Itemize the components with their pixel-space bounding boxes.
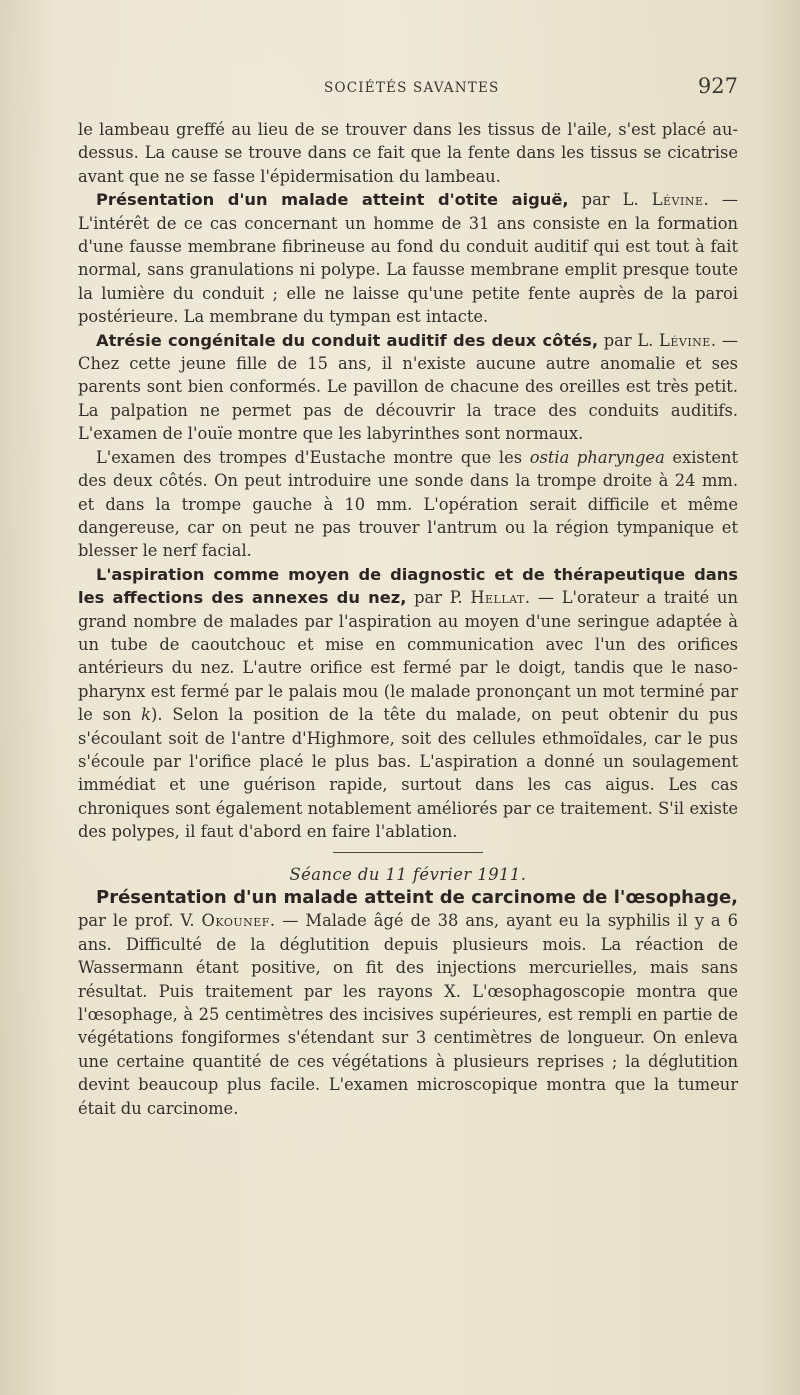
page-header bbox=[78, 76, 738, 100]
section-heading-otitis: Présentation d'un malade atteint d'otite aiguë, bbox=[96, 190, 569, 210]
section-heading-atresia: Atrésie congénitale du conduit auditif des deux côtés, bbox=[96, 330, 599, 350]
paragraph-otitis: Présentation d'un malade atteint d'otite aiguë, par L. Lévine. — L'intérêt de ce cas concernant un homme de 31 ans consiste en la formation d'une fausse membrane fibrineuse au fond du conduit auditif qui est tout à fait normal, sans granulations ni polype. La fausse membrane emplit presque toute la lumière du conduit ; elle ne laisse qu'une petite fente auprès de la paroi postérieure. La membrane du tympan est intacte. bbox=[78, 190, 738, 327]
paragraph-flap-graft: le lambeau greffé au lieu de se trouver dans les tissus de l'aile, s'est placé au-dessus. La cause se trouve dans ce fait que la fente dans les tissus se cicatrise avant que ne se fasse l'épidermisation du lambeau. bbox=[78, 120, 738, 186]
running-title: SOCIÉTÉS SAVANTES bbox=[324, 80, 500, 96]
section-heading-carcinoma: Présentation d'un malade atteint de carcinome de l'œsophage, bbox=[96, 887, 738, 908]
italic-term: ostia pharyngea bbox=[529, 447, 665, 467]
article-body bbox=[78, 118, 738, 1120]
author-name: Hellat bbox=[470, 588, 525, 608]
paragraph-carcinoma: Présentation d'un malade atteint de carcinome de l'œsophage, par le prof. V. Okounef. — Malade âgé de 38 ans, ayant eu la syphilis il y a 6 ans. Difficulté de la déglutition depuis plusieurs mois. La réaction de Wassermann étant positive, on fit des injections mercurielles, mais sans résultat. Puis traitement par les rayons X. L'œsophagoscopie montra que l'œsophage, à 25 centimètres des incisives supérieures, est rempli en partie de végétations fongiformes s'étendant sur 3 centimètres de longueur. On enleva une certaine quantité de ces végétations à plusieurs reprises ; la déglutition devint beaucoup plus facile. L'examen microscopique montra que la tumeur était du carcinome. bbox=[78, 887, 738, 1118]
author-name: Lévine bbox=[659, 330, 711, 350]
paragraph-aspiration: L'aspiration comme moyen de diagnostic et de thérapeutique dans les affections des annexes du nez, par P. Hellat. — L'orateur a traité un grand nombre de malades par l'aspiration au moyen d'une seringue adaptée à un tube de caoutchouc et mise en communication avec l'un des orifices antérieurs du nez. L'autre orifice est fermé par le doigt, tandis que le naso-pharynx est fermé par le palais mou (le malade prononçant un mot terminé par le son k). Selon la position de la tête du malade, on peut obtenir du pus s'écoulant soit de l'antre d'Highmore, soit des cellules ethmoïdales, car le pus s'écoule par l'orifice placé le plus bas. L'aspiration a donné un soulagement immédiat et une guérison rapide, surtout dans les cas aigus. Les cas chroniques sont également notablement améliorés par ce traitement. S'il existe des polypes, il faut d'abord en faire l'ablation. bbox=[78, 564, 738, 842]
session-date: Séance du 11 février 1911. bbox=[289, 864, 527, 884]
paragraph-atresia: Atrésie congénitale du conduit auditif des deux côtés, par L. Lévine. — Chez cette jeune fille de 15 ans, il n'existe aucune autre anomalie et ses parents sont bien conformés. Le pavillon de chacune des oreilles est très petit. La palpation ne permet pas de découvrir la trace des conduits auditifs. L'examen de l'ouïe montre que les labyrinthes sont normaux. bbox=[78, 330, 738, 444]
section-divider bbox=[333, 852, 483, 853]
author-name: Okounef bbox=[201, 911, 270, 931]
section-heading-aspiration: L'aspiration comme moyen de diagnostic et de thérapeutique dans les affections des annexes du nez, bbox=[78, 564, 738, 608]
page-number: 927 bbox=[697, 74, 738, 98]
italic-letter: k bbox=[141, 705, 151, 725]
author-name: Lévine bbox=[651, 190, 704, 210]
paragraph-eustachian: L'examen des trompes d'Eustache montre que les ostia pharyngea existent des deux côtés. On peut introduire une sonde dans la trompe droite à 24 mm. et dans la trompe gauche à 10 mm. L'opération serait difficile et même dangereuse, car on peut ne pas trouver l'antrum ou la région tympanique et blesser le nerf facial. bbox=[78, 447, 738, 561]
